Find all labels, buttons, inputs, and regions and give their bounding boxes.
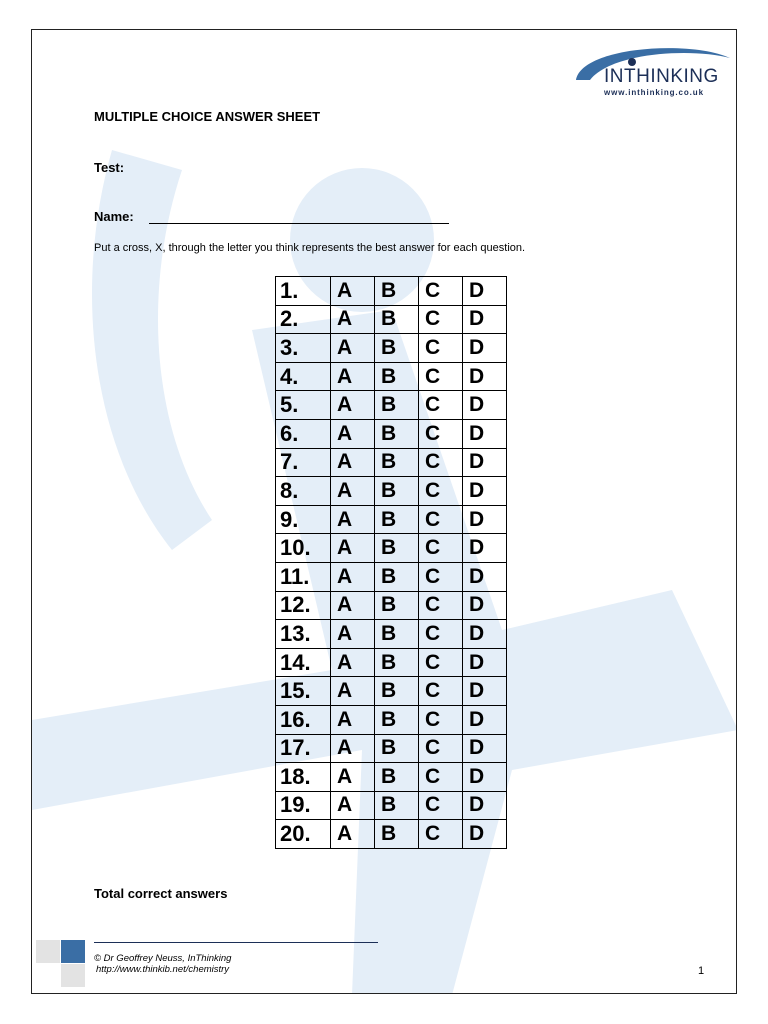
- answer-option-b[interactable]: B: [375, 734, 419, 763]
- answer-option-d[interactable]: D: [463, 277, 507, 306]
- footer-divider: [94, 942, 378, 943]
- answer-row: [276, 305, 507, 334]
- answer-row: [276, 477, 507, 506]
- answer-option-a[interactable]: A: [331, 448, 375, 477]
- question-number: 7.: [276, 448, 331, 477]
- answer-option-d[interactable]: D: [463, 648, 507, 677]
- answer-option-c[interactable]: C: [419, 791, 463, 820]
- answer-option-b[interactable]: B: [375, 705, 419, 734]
- answer-option-d[interactable]: D: [463, 734, 507, 763]
- answer-option-a[interactable]: A: [331, 620, 375, 649]
- question-number: 2.: [276, 305, 331, 334]
- page-title: MULTIPLE CHOICE ANSWER SHEET: [94, 109, 321, 124]
- square-blue-icon: [61, 940, 85, 963]
- answer-row: [276, 562, 507, 591]
- answer-row: [276, 505, 507, 534]
- instructions-text: Put a cross, X, through the letter you think represents the best answer for each question.: [94, 242, 526, 254]
- question-number: 4.: [276, 362, 331, 391]
- answer-row: [276, 791, 507, 820]
- question-number: 9.: [276, 505, 331, 534]
- answer-option-a[interactable]: A: [331, 334, 375, 363]
- answer-option-a[interactable]: A: [331, 648, 375, 677]
- answer-row: [276, 591, 507, 620]
- answer-row: [276, 362, 507, 391]
- answer-option-d[interactable]: D: [463, 591, 507, 620]
- answer-option-d[interactable]: D: [463, 620, 507, 649]
- answer-option-a[interactable]: A: [331, 362, 375, 391]
- question-number: 1.: [276, 277, 331, 306]
- answer-option-c[interactable]: C: [419, 448, 463, 477]
- answer-option-c[interactable]: C: [419, 705, 463, 734]
- answer-grid: [275, 276, 507, 849]
- answer-row: [276, 620, 507, 649]
- question-number: 16.: [276, 705, 331, 734]
- answer-option-d[interactable]: D: [463, 477, 507, 506]
- answer-option-c[interactable]: C: [419, 391, 463, 420]
- answer-option-a[interactable]: A: [331, 277, 375, 306]
- answer-option-a[interactable]: A: [331, 534, 375, 563]
- answer-option-a[interactable]: A: [331, 791, 375, 820]
- answer-row: [276, 734, 507, 763]
- answer-option-b[interactable]: B: [375, 763, 419, 792]
- answer-row: [276, 677, 507, 706]
- answer-option-c[interactable]: C: [419, 648, 463, 677]
- answer-row: [276, 648, 507, 677]
- question-number: 6.: [276, 419, 331, 448]
- answer-option-d[interactable]: D: [463, 334, 507, 363]
- answer-row: [276, 334, 507, 363]
- question-number: 19.: [276, 791, 331, 820]
- answer-option-d[interactable]: D: [463, 820, 507, 849]
- answer-option-c[interactable]: C: [419, 677, 463, 706]
- answer-row: [276, 705, 507, 734]
- page: [31, 29, 737, 994]
- answer-row: [276, 277, 507, 306]
- question-number: 15.: [276, 677, 331, 706]
- answer-option-b[interactable]: B: [375, 419, 419, 448]
- answer-option-d[interactable]: D: [463, 419, 507, 448]
- question-number: 11.: [276, 562, 331, 591]
- question-number: 5.: [276, 391, 331, 420]
- answer-option-c[interactable]: C: [419, 620, 463, 649]
- answer-option-c[interactable]: C: [419, 591, 463, 620]
- logo-url-text: www.inthinking.co.uk: [604, 88, 704, 97]
- answer-option-b[interactable]: B: [375, 534, 419, 563]
- answer-option-b[interactable]: B: [375, 334, 419, 363]
- answer-option-a[interactable]: A: [331, 505, 375, 534]
- answer-row: [276, 391, 507, 420]
- answer-option-a[interactable]: A: [331, 705, 375, 734]
- question-number: 13.: [276, 620, 331, 649]
- answer-option-d[interactable]: D: [463, 705, 507, 734]
- answer-option-b[interactable]: B: [375, 305, 419, 334]
- test-label: Test:: [94, 160, 125, 175]
- question-number: 20.: [276, 820, 331, 849]
- question-number: 14.: [276, 648, 331, 677]
- answer-option-d[interactable]: D: [463, 391, 507, 420]
- answer-option-d[interactable]: D: [463, 448, 507, 477]
- answer-row: [276, 448, 507, 477]
- name-label: Name:: [94, 209, 134, 224]
- answer-option-c[interactable]: C: [419, 362, 463, 391]
- answer-option-b[interactable]: B: [375, 391, 419, 420]
- question-number: 3.: [276, 334, 331, 363]
- answer-option-c[interactable]: C: [419, 419, 463, 448]
- question-number: 10.: [276, 534, 331, 563]
- answer-option-d[interactable]: D: [463, 362, 507, 391]
- logo-brand-text: INTHINKING: [604, 66, 719, 87]
- answer-option-b[interactable]: B: [375, 648, 419, 677]
- answer-row: [276, 419, 507, 448]
- answer-option-d[interactable]: D: [463, 534, 507, 563]
- question-number: 8.: [276, 477, 331, 506]
- answer-option-a[interactable]: A: [331, 820, 375, 849]
- answer-option-b[interactable]: B: [375, 277, 419, 306]
- answer-option-c[interactable]: C: [419, 277, 463, 306]
- footer-url: http://www.thinkib.net/chemistry: [96, 964, 230, 975]
- name-field-line[interactable]: [149, 223, 449, 224]
- answer-row: [276, 534, 507, 563]
- answer-option-a[interactable]: A: [331, 763, 375, 792]
- answer-option-a[interactable]: A: [331, 677, 375, 706]
- answer-option-b[interactable]: B: [375, 591, 419, 620]
- question-number: 18.: [276, 763, 331, 792]
- answer-option-a[interactable]: A: [331, 477, 375, 506]
- answer-option-c[interactable]: C: [419, 820, 463, 849]
- answer-option-b[interactable]: B: [375, 791, 419, 820]
- footer-author: © Dr Geoffrey Neuss, InThinking: [94, 953, 232, 964]
- answer-option-b[interactable]: B: [375, 477, 419, 506]
- answer-option-a[interactable]: A: [331, 591, 375, 620]
- answer-option-c[interactable]: C: [419, 534, 463, 563]
- answer-option-d[interactable]: D: [463, 562, 507, 591]
- answer-option-c[interactable]: C: [419, 334, 463, 363]
- answer-option-d[interactable]: D: [463, 763, 507, 792]
- answer-option-b[interactable]: B: [375, 448, 419, 477]
- answer-row: [276, 763, 507, 792]
- page-number: 1: [698, 965, 705, 977]
- answer-option-c[interactable]: C: [419, 477, 463, 506]
- answer-option-d[interactable]: D: [463, 677, 507, 706]
- answer-option-d[interactable]: D: [463, 791, 507, 820]
- answer-option-b[interactable]: B: [375, 362, 419, 391]
- answer-option-b[interactable]: B: [375, 562, 419, 591]
- answer-option-b[interactable]: B: [375, 677, 419, 706]
- footer-squares-icon: [36, 940, 90, 990]
- answer-option-c[interactable]: C: [419, 305, 463, 334]
- answer-option-a[interactable]: A: [331, 391, 375, 420]
- square-grey-icon: [61, 964, 85, 987]
- answer-option-d[interactable]: D: [463, 505, 507, 534]
- answer-option-c[interactable]: C: [419, 734, 463, 763]
- answer-option-b[interactable]: B: [375, 620, 419, 649]
- answer-row: [276, 820, 507, 849]
- answer-option-c[interactable]: C: [419, 763, 463, 792]
- answer-option-c[interactable]: C: [419, 562, 463, 591]
- answer-option-d[interactable]: D: [463, 305, 507, 334]
- answer-option-a[interactable]: A: [331, 305, 375, 334]
- question-number: 17.: [276, 734, 331, 763]
- total-correct-label: Total correct answers: [94, 886, 228, 901]
- answer-option-b[interactable]: B: [375, 820, 419, 849]
- square-grey-icon: [36, 940, 60, 963]
- question-number: 12.: [276, 591, 331, 620]
- answer-option-a[interactable]: A: [331, 562, 375, 591]
- answer-option-a[interactable]: A: [331, 734, 375, 763]
- answer-option-b[interactable]: B: [375, 505, 419, 534]
- answer-option-a[interactable]: A: [331, 419, 375, 448]
- answer-option-c[interactable]: C: [419, 505, 463, 534]
